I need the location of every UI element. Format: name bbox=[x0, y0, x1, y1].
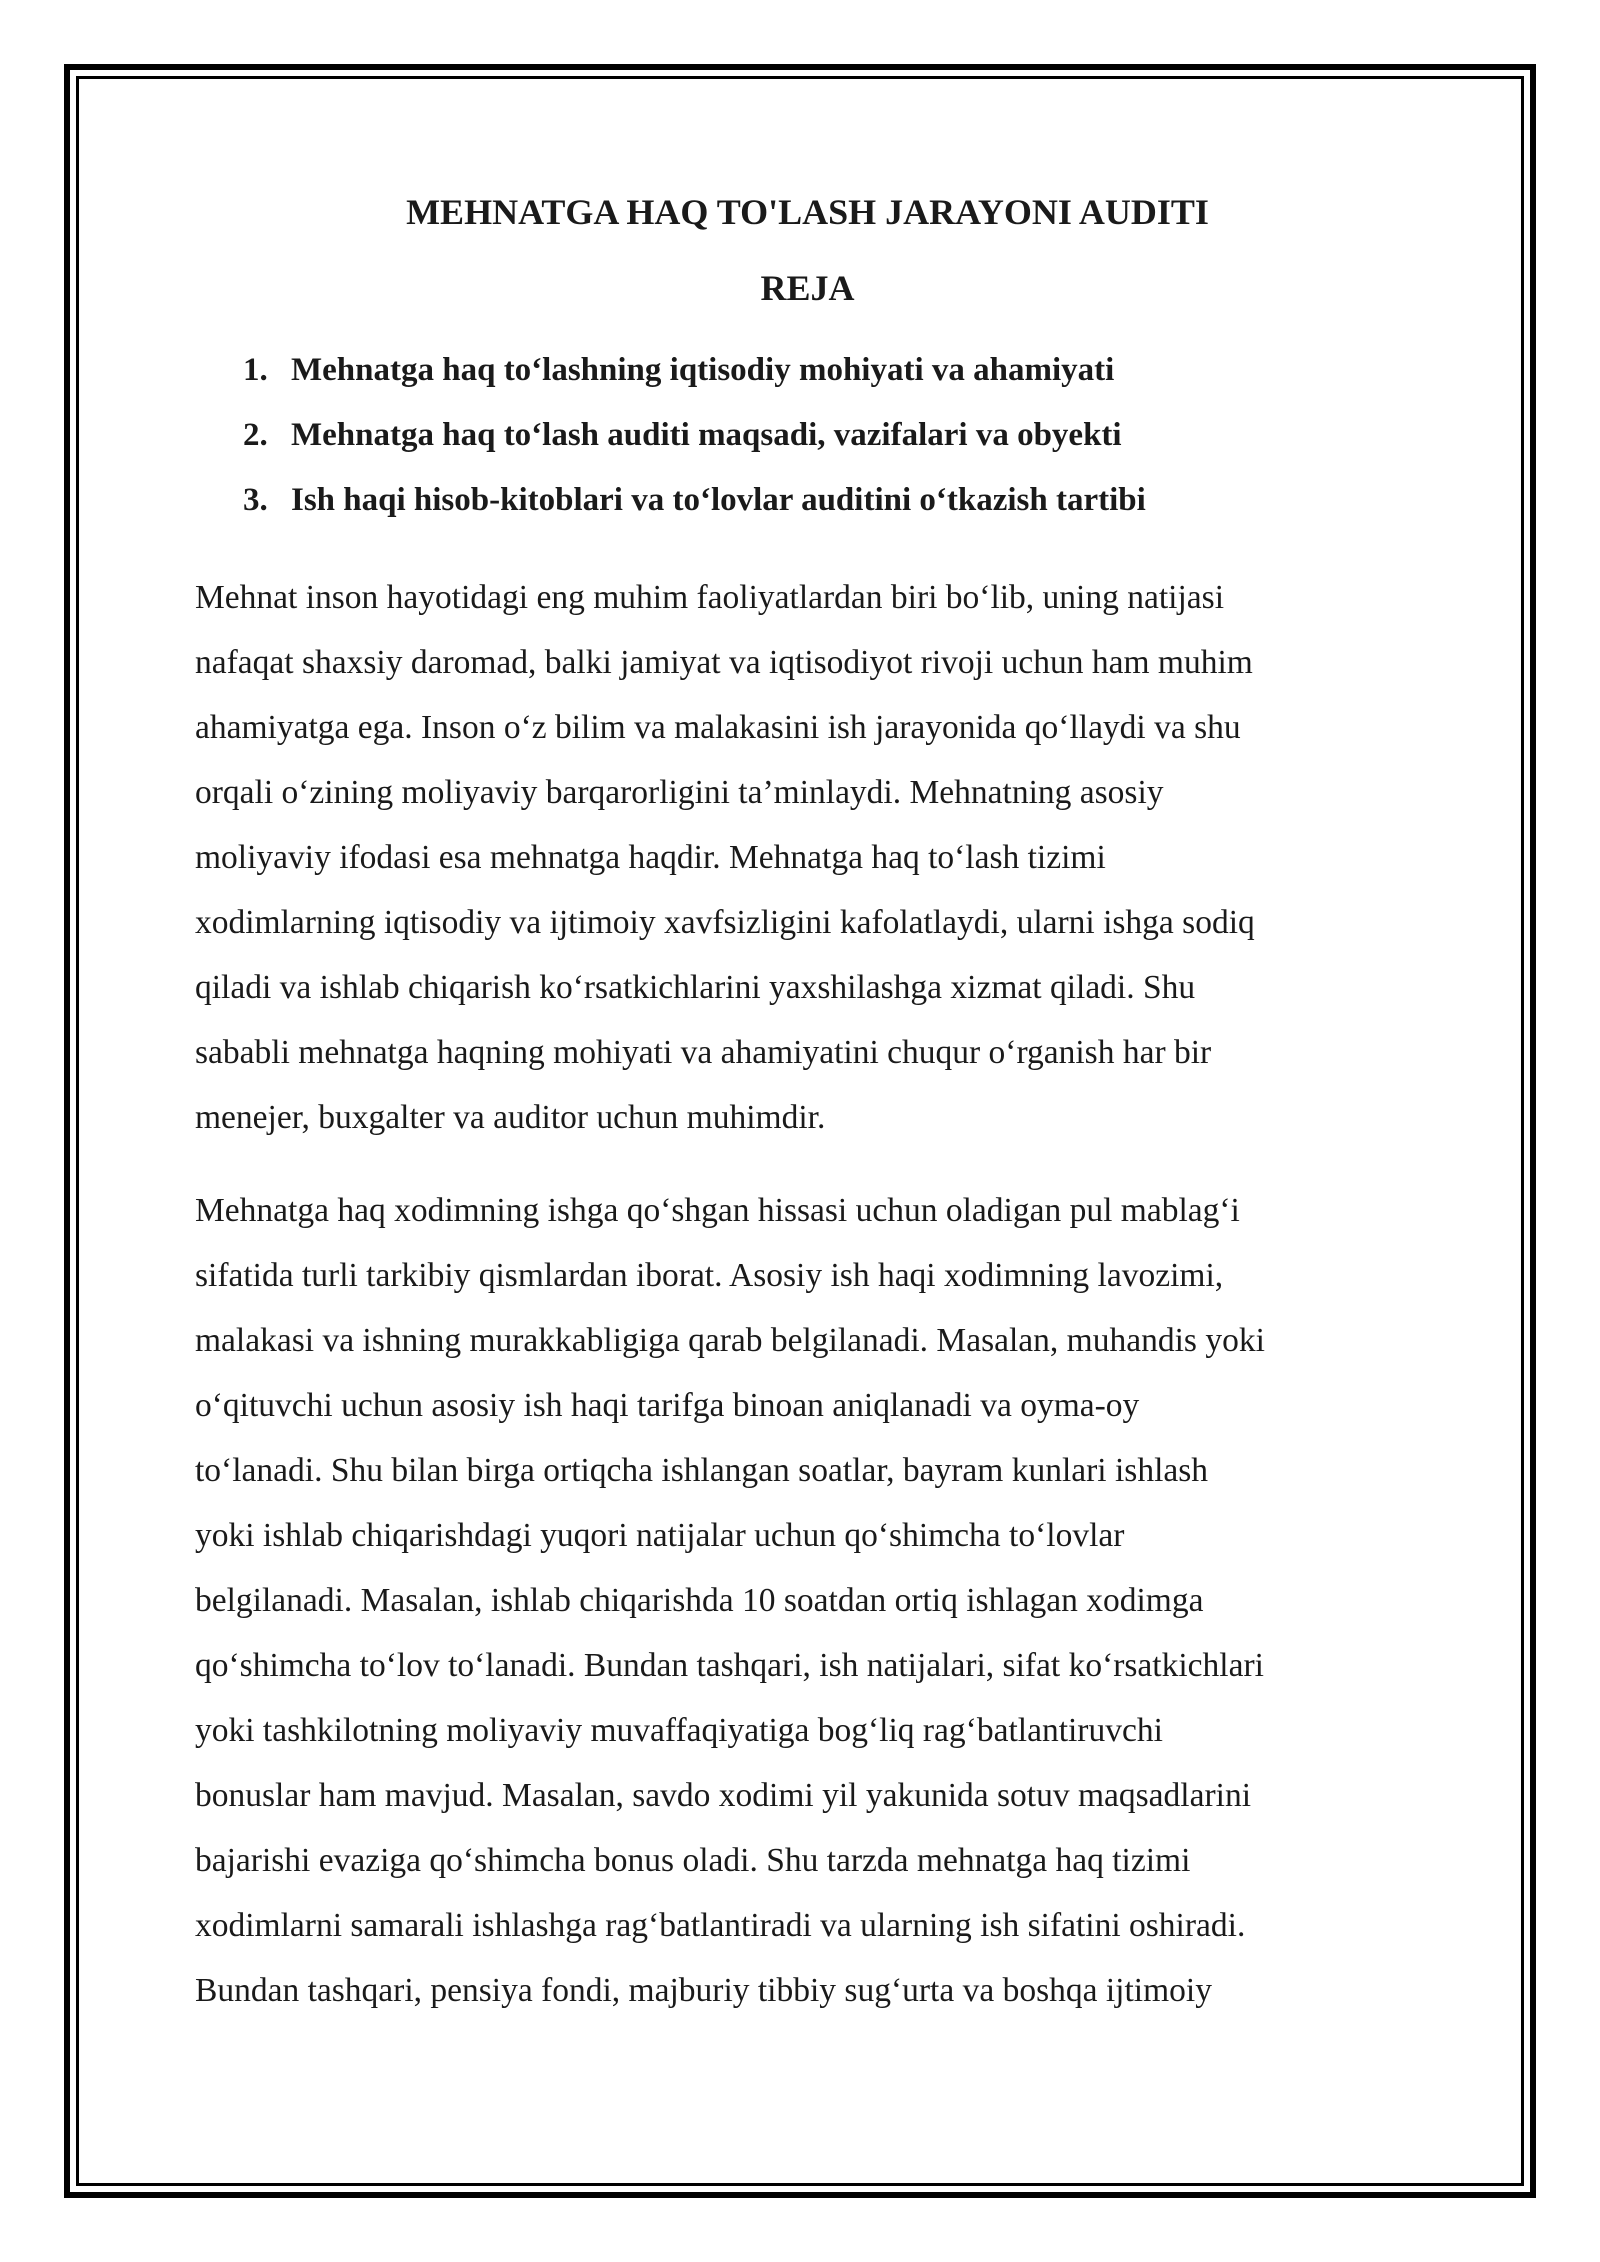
plan-item-text: Mehnatga haq to‘lash auditi maqsadi, vazifalari va obyekti bbox=[291, 417, 1122, 453]
text-line: bonuslar ham mavjud. Masalan, savdo xodimi yil yakunida sotuv maqsadlarini bbox=[195, 1777, 1252, 1814]
plan-item bbox=[243, 468, 1410, 533]
text-line: qo‘shimcha to‘lov to‘lanadi. Bundan tashqari, ish natijalari, sifat ko‘rsatkichlari bbox=[195, 1647, 1264, 1684]
text-line: Bundan tashqari, pensiya fondi, majburiy tibbiy sug‘urta va boshqa ijtimoiy bbox=[195, 1972, 1212, 2009]
paragraph-1 bbox=[195, 565, 1410, 1150]
document-title: MEHNATGA HAQ TO'LASH JARAYONI AUDITI bbox=[406, 192, 1209, 232]
text-line: yoki tashkilotning moliyaviy muvaffaqiyatiga bog‘liq rag‘batlantiruvchi bbox=[195, 1712, 1163, 1749]
plan-heading: REJA bbox=[760, 268, 855, 308]
plan-item-number: 1. bbox=[243, 352, 268, 388]
plan-item bbox=[243, 338, 1410, 403]
document-body bbox=[195, 190, 1410, 2051]
plan-item bbox=[243, 403, 1410, 468]
text-line: malakasi va ishning murakkabligiga qarab belgilanadi. Masalan, muhandis yoki bbox=[195, 1322, 1265, 1359]
text-line: Mehnat inson hayotidagi eng muhim faoliyatlardan biri bo‘lib, uning natijasi bbox=[195, 579, 1224, 616]
text-line: yoki ishlab chiqarishdagi yuqori natijalar uchun qo‘shimcha to‘lovlar bbox=[195, 1517, 1125, 1554]
text-line: orqali o‘zining moliyaviy barqarorligini ta’minlaydi. Mehnatning asosiy bbox=[195, 774, 1164, 811]
plan-list bbox=[195, 338, 1410, 533]
text-line: ahamiyatga ega. Inson o‘z bilim va malakasini ish jarayonida qo‘llaydi va shu bbox=[195, 709, 1241, 746]
text-line: menejer, buxgalter va auditor uchun muhimdir. bbox=[195, 1099, 826, 1136]
text-line: to‘lanadi. Shu bilan birga ortiqcha ishlangan soatlar, bayram kunlari ishlash bbox=[195, 1452, 1209, 1489]
text-line: sifatida turli tarkibiy qismlardan iborat. Asosiy ish haqi xodimning lavozimi, bbox=[195, 1257, 1224, 1294]
text-line: o‘qituvchi uchun asosiy ish haqi tarifga binoan aniqlanadi va oyma-oy bbox=[195, 1387, 1140, 1424]
text-line: qiladi va ishlab chiqarish ko‘rsatkichlarini yaxshilashga xizmat qiladi. Shu bbox=[195, 969, 1196, 1006]
plan-item-number: 2. bbox=[243, 417, 268, 453]
plan-item-text: Mehnatga haq to‘lashning iqtisodiy mohiyati va ahamiyati bbox=[291, 352, 1115, 388]
text-line: Mehnatga haq xodimning ishga qo‘shgan hissasi uchun oladigan pul mablag‘i bbox=[195, 1192, 1240, 1229]
text-line: xodimlarning iqtisodiy va ijtimoiy xavfsizligini kafolatlaydi, ularni ishga sodiq bbox=[195, 904, 1255, 941]
text-line: nafaqat shaxsiy daromad, balki jamiyat va iqtisodiyot rivoji uchun ham muhim bbox=[195, 644, 1253, 681]
paragraph-2 bbox=[195, 1178, 1410, 2023]
text-line: belgilanadi. Masalan, ishlab chiqarishda 10 soatdan ortiq ishlagan xodimga bbox=[195, 1582, 1204, 1619]
text-line: moliyaviy ifodasi esa mehnatga haqdir. Mehnatga haq to‘lash tizimi bbox=[195, 839, 1106, 876]
text-line: sababli mehnatga haqning mohiyati va ahamiyatini chuqur o‘rganish har bir bbox=[195, 1034, 1212, 1071]
plan-item-text: Ish haqi hisob-kitoblari va to‘lovlar auditini o‘tkazish tartibi bbox=[291, 482, 1146, 518]
text-line: xodimlarni samarali ishlashga rag‘batlantiradi va ularning ish sifatini oshiradi. bbox=[195, 1907, 1246, 1944]
text-line: bajarishi evaziga qo‘shimcha bonus oladi. Shu tarzda mehnatga haq tizimi bbox=[195, 1842, 1191, 1879]
plan-item-number: 3. bbox=[243, 482, 268, 518]
